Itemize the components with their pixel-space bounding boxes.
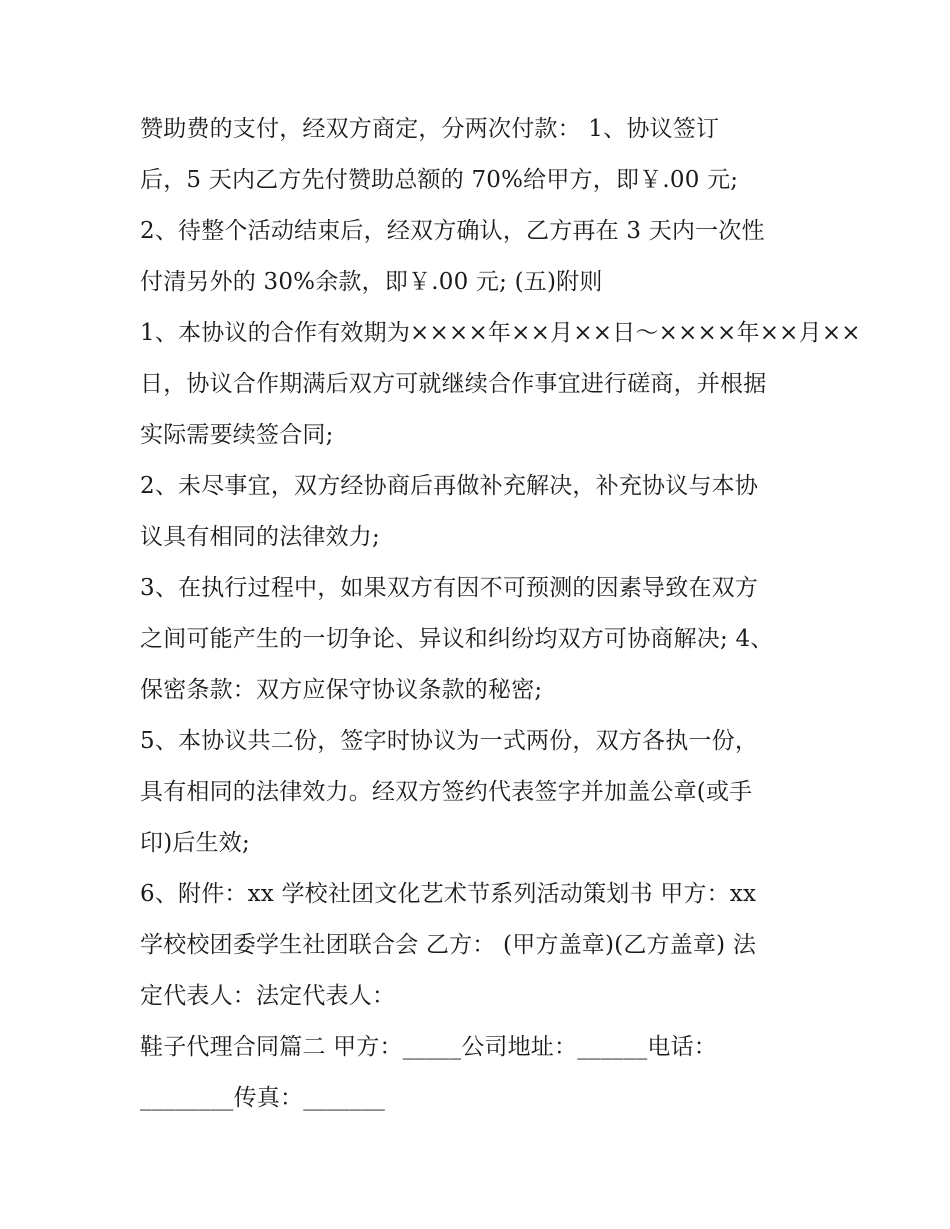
text-line: 定代表人：法定代表人： [140, 983, 396, 1009]
text-line: 议具有相同的法律效力; [140, 524, 380, 550]
text-line: 赞助费的支付，经双方商定，分两次付款： 1、协议签订 [140, 116, 720, 142]
text-line: 1、本协议的合作有效期为××××年××月××日～××××年××月×× [140, 320, 861, 346]
text-line: 印)后生效; [140, 830, 250, 856]
text-line: ________传真：_______ [140, 1085, 386, 1111]
text-line: 日，协议合作期满后双方可就继续合作事宜进行磋商，并根据 [140, 371, 767, 397]
text-line: 后，5 天内乙方先付赞助总额的 70%给甲方，即￥.00 元; [140, 167, 739, 193]
text-line: 5、本协议共二份，签字时协议为一式两份，双方各执一份， [140, 728, 759, 754]
text-line: 实际需要续签合同; [140, 422, 334, 448]
text-line: 鞋子代理合同篇二 甲方：_____公司地址：______电话： [140, 1034, 718, 1060]
text-line: 6、附件：xx 学校社团文化艺术节系列活动策划书 甲方：xx [140, 881, 757, 907]
document-text-body [140, 104, 861, 1124]
text-line: 2、待整个活动结束后，经双方确认，乙方再在 3 天内一次性 [140, 218, 765, 244]
text-line: 具有相同的法律效力。经双方签约代表签字并加盖公章(或手 [140, 779, 753, 805]
text-line: 付清另外的 30%余款，即￥.00 元; (五)附则 [140, 269, 603, 295]
text-line: 保密条款：双方应保守协议条款的秘密; [140, 677, 543, 703]
text-line: 2、未尽事宜，双方经协商后再做补充解决，补充协议与本协 [140, 473, 759, 499]
text-line: 3、在执行过程中，如果双方有因不可预测的因素导致在双方 [140, 575, 759, 601]
text-line: 之间可能产生的一切争论、异议和纠纷均双方可协商解决; 4、 [140, 626, 774, 652]
text-line: 学校校团委学生社团联合会 乙方： (甲方盖章)(乙方盖章) 法 [140, 932, 757, 958]
